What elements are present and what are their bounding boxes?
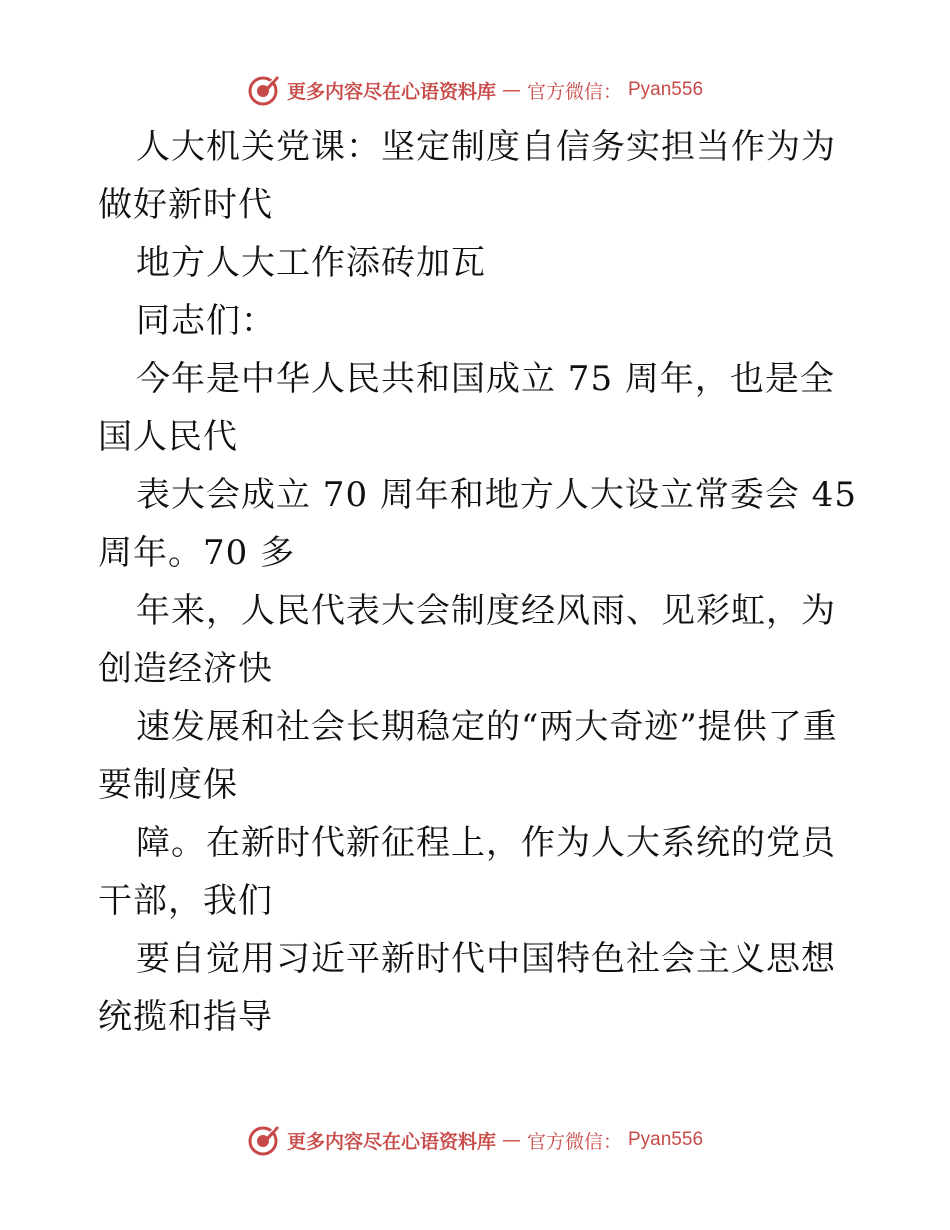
paragraph-body: 速发展和社会长期稳定的“两大奇迹”提供了重要制度保 — [98, 707, 838, 805]
footer-watermark — [0, 1120, 950, 1160]
quill-logo-icon — [247, 73, 281, 107]
paragraph-body: 表大会成立 70 周年和地方人大设立常委会 45 周年。70 多 — [98, 475, 857, 573]
quill-logo-icon — [247, 1123, 281, 1157]
promo-separator: — — [501, 79, 521, 101]
promo-text: 更多内容尽在心语资料库 — [286, 1130, 496, 1153]
paragraph-body: 要自觉用习近平新时代中国特色社会主义思想统揽和指导 — [98, 939, 836, 1037]
wechat-account: Pyan556 — [628, 1129, 704, 1150]
header-watermark — [0, 70, 950, 110]
promo-separator: — — [501, 1129, 521, 1151]
paragraph-title: 人大机关党课：坚定制度自信务实担当作为为做好新时代 — [98, 127, 836, 225]
wechat-account: Pyan556 — [628, 79, 704, 100]
paragraph-body: 年来，人民代表大会制度经风雨、见彩虹，为创造经济快 — [98, 591, 836, 689]
wechat-label: 官方微信： — [526, 80, 622, 103]
paragraph-body: 今年是中华人民共和国成立 75 周年，也是全国人民代 — [98, 359, 835, 457]
promo-text: 更多内容尽在心语资料库 — [286, 80, 496, 103]
paragraph-salutation: 同志们： — [136, 301, 276, 341]
paragraph-title-cont: 地方人大工作添砖加瓦 — [136, 243, 486, 283]
wechat-label: 官方微信： — [526, 1130, 622, 1153]
paragraph-body: 障。在新时代新征程上，作为人大系统的党员干部，我们 — [98, 823, 836, 921]
document-body — [98, 118, 858, 1046]
